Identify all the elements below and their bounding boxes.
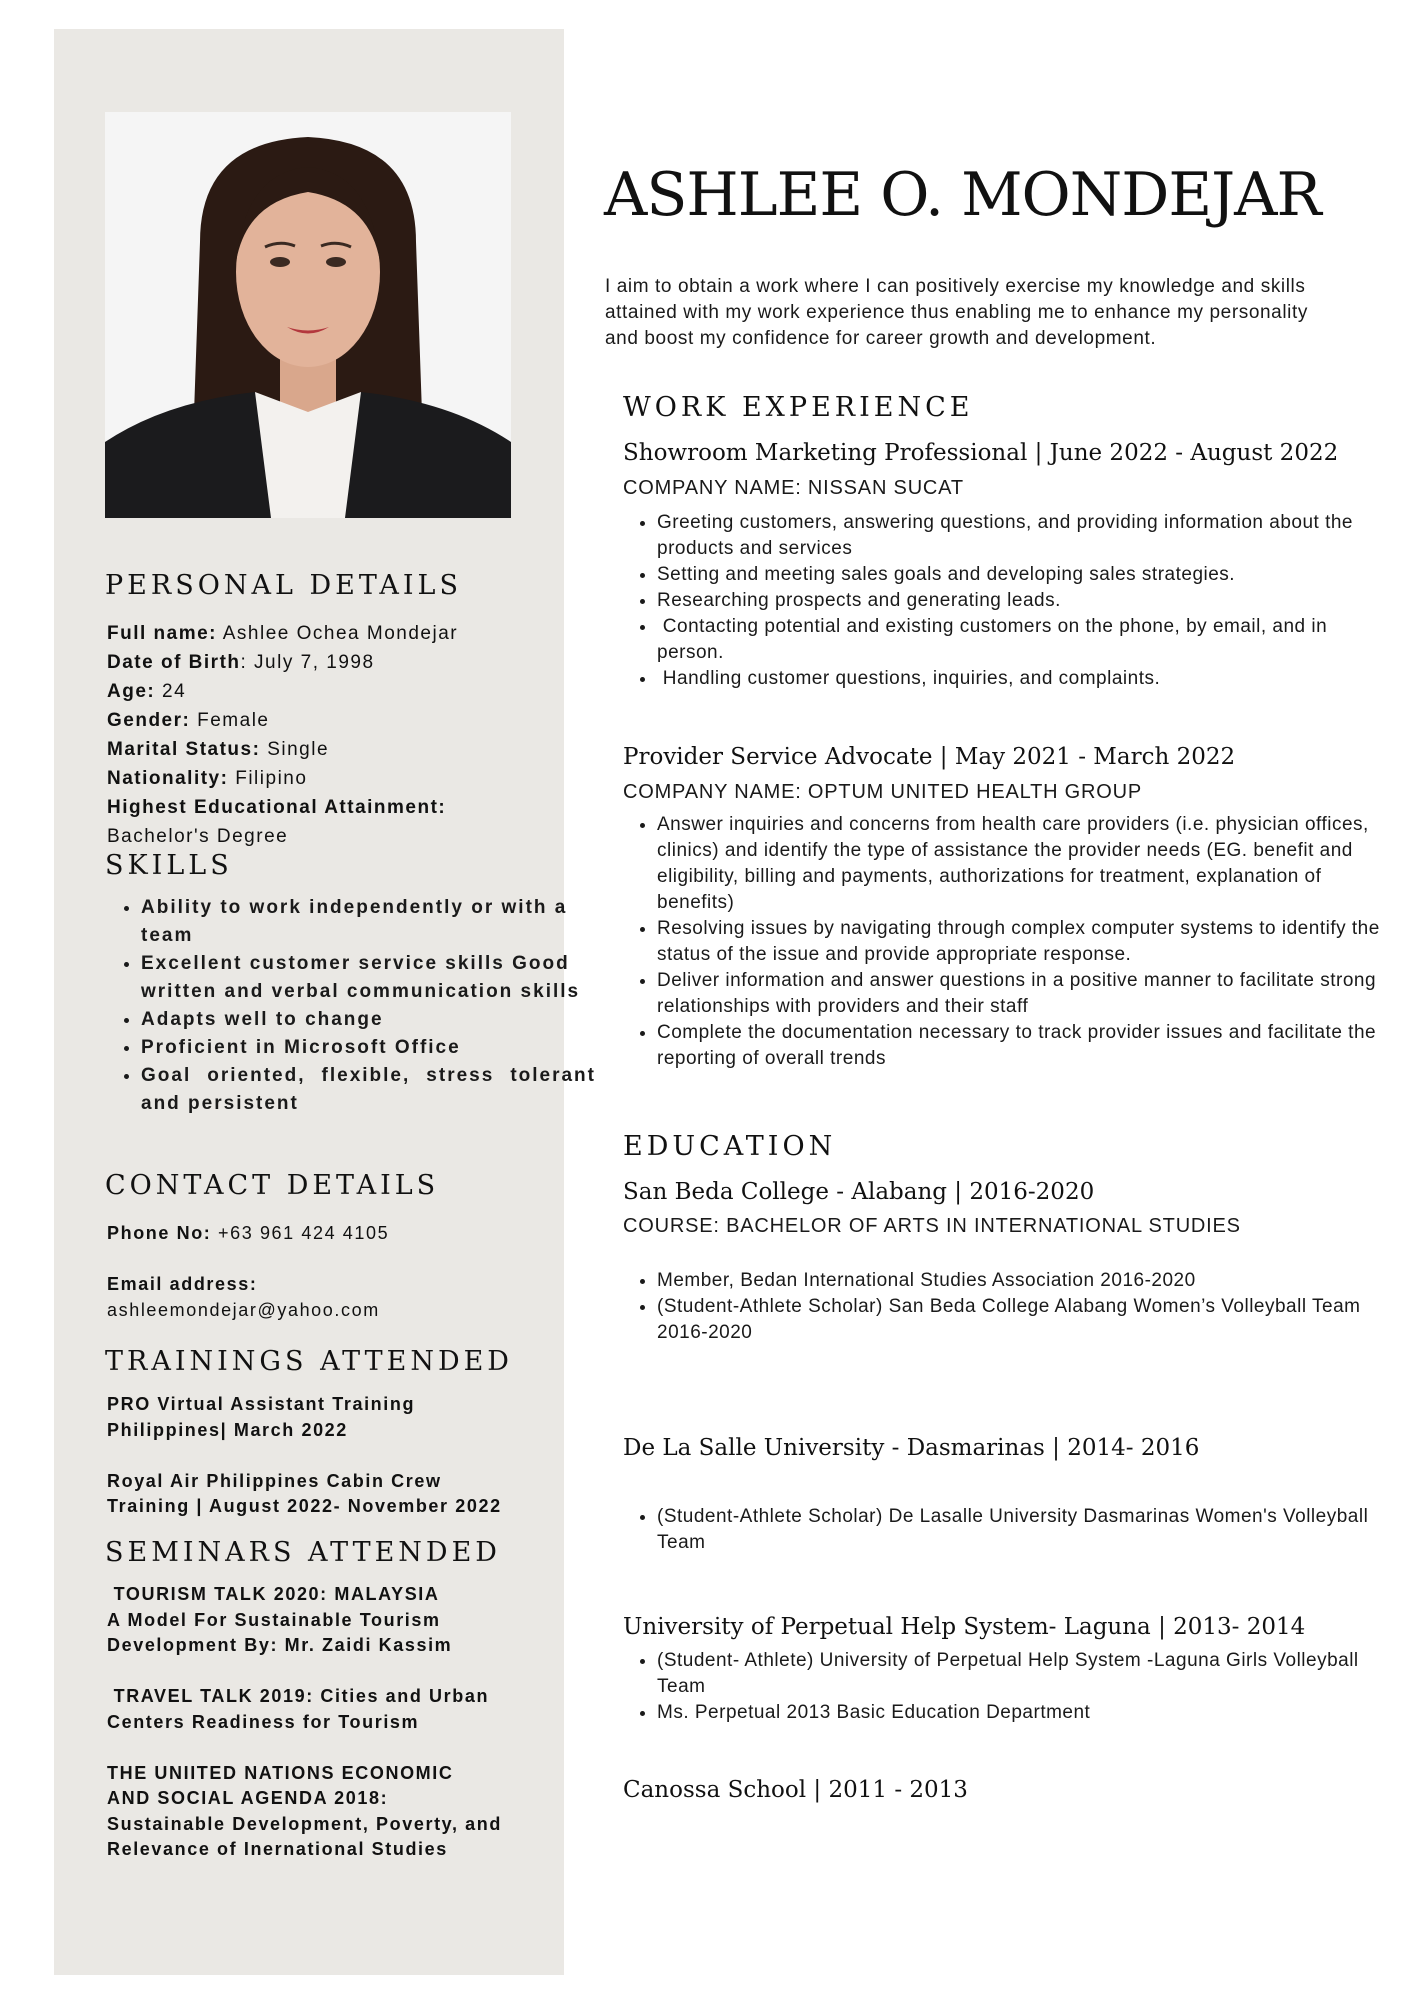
dob-row	[107, 648, 557, 677]
duty-item: • Greeting customers, answering questions, and providing information about the products and services	[657, 510, 1392, 562]
nationality-value: Filipino	[228, 768, 308, 789]
full-name-row	[107, 619, 557, 648]
duty-item: • Complete the documentation necessary to track provider issues and facilitate the reporting of overall trends	[657, 1020, 1392, 1072]
job-duties	[623, 812, 1392, 1072]
seminar-line: AND SOCIAL AGENDA 2018:	[107, 1788, 389, 1808]
gender-row	[107, 706, 557, 735]
seminar-line: Relevance of Inernational Studies	[107, 1839, 448, 1859]
full-name-label: Full name:	[107, 623, 218, 644]
full-name-value: Ashlee Ochea Mondejar	[217, 623, 459, 644]
skill-item: • Goal oriented, flexible, stress tolerant and persistent	[141, 1062, 596, 1118]
phone-value[interactable]: +63 961 424 4105	[211, 1223, 390, 1243]
education-heading: EDUCATION	[623, 1131, 837, 1162]
marital-value: Single	[260, 739, 330, 760]
seminar-line: Sustainable Development, Poverty, and	[107, 1813, 502, 1834]
contact-details	[107, 1221, 557, 1323]
trainings-list	[107, 1392, 557, 1520]
skill-item: • Proficient in Microsoft Office	[141, 1034, 596, 1062]
school-activities	[623, 1268, 1392, 1346]
skills-list	[107, 894, 596, 1118]
trainings-heading: TRAININGS ATTENDED	[105, 1346, 513, 1377]
age-row	[107, 677, 557, 706]
seminar-line: Development By: Mr. Zaidi Kassim	[107, 1635, 453, 1655]
company-name: COMPANY NAME: OPTUM UNITED HEALTH GROUP	[623, 781, 1143, 803]
skill-item: • Excellent customer service skills Good written and verbal communication skills	[141, 950, 596, 1006]
marital-label: Marital Status:	[107, 739, 261, 760]
duty-item: • Handling customer questions, inquiries, and complaints.	[657, 666, 1392, 692]
age-label: Age:	[107, 681, 156, 702]
seminar-line: THE UNIITED NATIONS ECONOMIC	[107, 1762, 454, 1783]
dob-label: Date of Birth	[107, 652, 241, 673]
training-line: Royal Air Philippines Cabin Crew	[107, 1470, 442, 1491]
email-value[interactable]: ashleemondejar@yahoo.com	[107, 1299, 380, 1320]
seminar-line: TOURISM TALK 2020: MALAYSIA	[107, 1584, 440, 1604]
duty-item: • Deliver information and answer questions in a positive manner to facilitate strong relationships with providers and their staff	[657, 968, 1392, 1020]
nationality-label: Nationality:	[107, 768, 229, 789]
career-summary: I aim to obtain a work where I can positively exercise my knowledge and skills attained with my work experience thus enabling me to enhance my personality and boost my confidence for career growth and development.	[605, 276, 1308, 349]
duty-item: • Contacting potential and existing customers on the phone, by email, and in person.	[657, 614, 1392, 666]
activity-item: • (Student-Athlete Scholar) De Lasalle University Dasmarinas Women's Volleyball Team	[657, 1504, 1392, 1556]
degree: Bachelor's Degree	[107, 826, 289, 847]
profile-photo	[105, 112, 511, 518]
seminars-heading: SEMINARS ATTENDED	[105, 1537, 501, 1568]
education-attainment-label: Highest Educational Attainment:	[107, 797, 447, 818]
age-value: 24	[155, 681, 187, 702]
school-title: San Beda College - Alabang | 2016-2020	[623, 1179, 1095, 1205]
training-line: Philippines| March 2022	[107, 1419, 348, 1440]
duty-item: • Answer inquiries and concerns from health care providers (i.e. physician offices, clinics) and identify the type of assistance the provider needs (EG. benefit and eligibility, billing and payments, authorizations for treatment, explanation of benefits)	[657, 812, 1392, 916]
gender-label: Gender:	[107, 710, 191, 731]
dob-value: : July 7, 1998	[240, 652, 375, 673]
job-duties	[623, 510, 1392, 692]
school-activities	[623, 1504, 1392, 1556]
activity-item: • (Student-Athlete Scholar) San Beda College Alabang Women’s Volleyball Team 2016-2020	[657, 1294, 1392, 1346]
skill-item: • Ability to work independently or with a team	[141, 894, 596, 950]
skills-heading: SKILLS	[105, 850, 233, 881]
seminar-line: Centers Readiness for Tourism	[107, 1711, 420, 1732]
job-title: Showroom Marketing Professional | June 2022 - August 2022	[623, 440, 1339, 466]
school-title: University of Perpetual Help System- Laguna | 2013- 2014	[623, 1614, 1306, 1640]
personal-details-heading: PERSONAL DETAILS	[105, 570, 462, 601]
seminar-line: TRAVEL TALK 2019: Cities and Urban	[107, 1686, 490, 1706]
activity-item: • Member, Bedan International Studies Association 2016-2020	[657, 1268, 1392, 1294]
job-title: Provider Service Advocate | May 2021 - March 2022	[623, 744, 1236, 770]
duty-item: • Resolving issues by navigating through complex computer systems to identify the status of the issue and provide appropriate response.	[657, 916, 1392, 968]
gender-value: Female	[190, 710, 270, 731]
contact-heading: CONTACT DETAILS	[105, 1170, 440, 1201]
skill-item: • Adapts well to change	[141, 1006, 596, 1034]
marital-row	[107, 735, 557, 764]
personal-details	[107, 619, 557, 851]
school-activities	[623, 1648, 1392, 1726]
phone-label: Phone No:	[107, 1223, 212, 1243]
nationality-row	[107, 764, 557, 793]
training-line: Training | August 2022- November 2022	[107, 1496, 502, 1516]
course: COURSE: BACHELOR OF ARTS IN INTERNATIONAL STUDIES	[623, 1215, 1241, 1237]
school-title: Canossa School | 2011 - 2013	[623, 1777, 968, 1803]
seminars-list	[107, 1582, 557, 1863]
email-label: Email address:	[107, 1274, 258, 1294]
duty-item: • Researching prospects and generating leads.	[657, 588, 1392, 614]
candidate-name: ASHLEE O. MONDEJAR	[604, 160, 1321, 230]
company-name: COMPANY NAME: NISSAN SUCAT	[623, 477, 964, 499]
school-title: De La Salle University - Dasmarinas | 2014- 2016	[623, 1435, 1200, 1461]
training-line: PRO Virtual Assistant Training	[107, 1394, 416, 1414]
phone-row	[107, 1221, 557, 1247]
activity-item: • (Student- Athlete) University of Perpetual Help System -Laguna Girls Volleyball Team	[657, 1648, 1392, 1700]
seminar-line: A Model For Sustainable Tourism	[107, 1609, 441, 1630]
education-attainment-row	[107, 793, 557, 822]
activity-item: • Ms. Perpetual 2013 Basic Education Department	[657, 1700, 1392, 1726]
duty-item: • Setting and meeting sales goals and developing sales strategies.	[657, 562, 1392, 588]
work-experience-heading: WORK EXPERIENCE	[623, 392, 974, 423]
